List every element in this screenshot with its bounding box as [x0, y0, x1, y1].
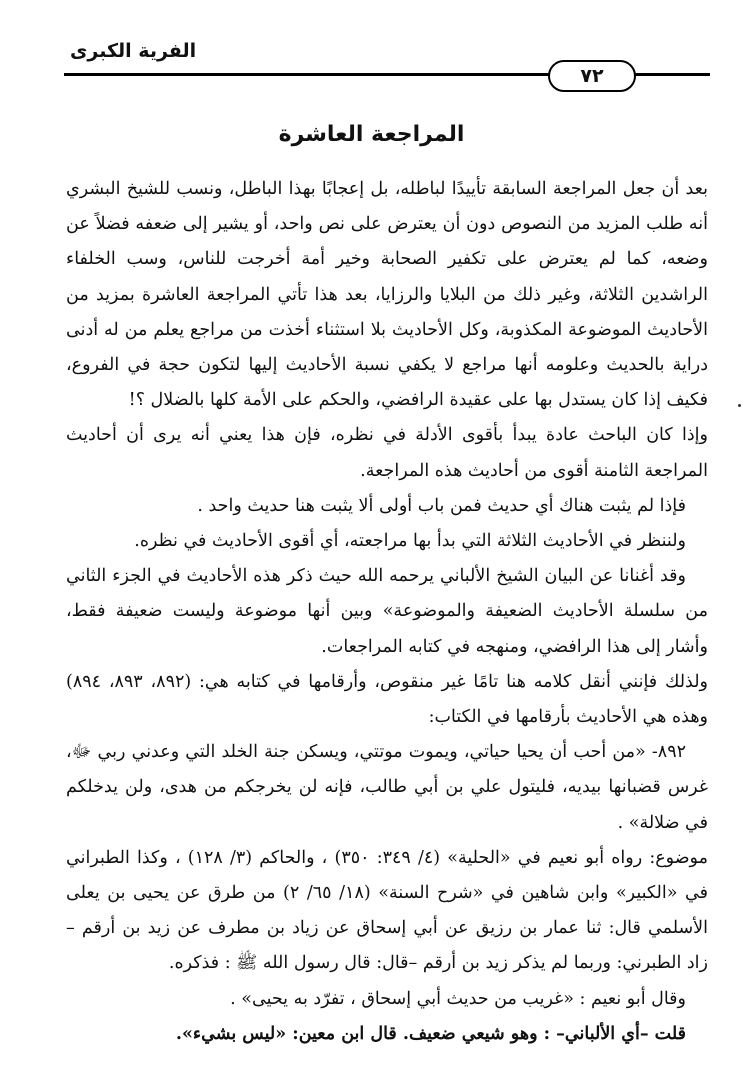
body-text: [66, 172, 708, 1052]
chapter-title: المراجعة العاشرة: [278, 122, 465, 147]
paragraph-three-hadiths: ولننظر في الأحاديث الثلاثة التي بدأ بها مراجعته، أي أقوى الأحاديث في نظره.: [134, 531, 686, 552]
paragraph-researcher: وإذا كان الباحث عادة يبدأ بأقوى الأدلة في نظره، فإن هذا يعني أنه يرى أن أحاديث المراجعة الثامنة أقوى من أحاديث هذه المراجعة.: [66, 425, 708, 481]
page-number-badge: ٧٢: [548, 60, 636, 92]
hadith-892: ٨٩٢- «من أحب أن يحيا حياتي، ويموت موتتي، ويسكن جنة الخلد التي وعدني ربي ﷻ، غرس قضبانها بيديه، فليتول علي بن أبي طالب، فإنه لن يخرجكم من هدى، ولن يدخلكم في ضلالة» .: [66, 742, 708, 833]
margin-mark: [738, 404, 741, 407]
paragraph-abu-nuaym: وقال أبو نعيم : «غريب من حديث أبي إسحاق ، تفرّد به يحيى» .: [230, 988, 686, 1009]
paragraph-intro: بعد أن جعل المراجعة السابقة تأييدًا لباطله، بل إعجابًا بهذا الباطل، ونسب للشيخ البشري أنه طلب المزيد من النصوص دون أن يعترض على نص واحد، أو يشير إلى ضعفه فضلاً عن وضعه، كما لم يعترض على تكفير الصحابة وخير أمة أخرجت للناس، وسب الخلفاء الراشدين الثلاثة، وغير ذلك من البلايا والرزايا، بعد هذا تأتي المراجعة العاشرة بمزيد من الأحاديث الموضوعة المكذوبة، وكل الأحاديث بلا استثناء أخذت من مراجع يعلم من له أدنى دراية بالحديث وعلومه أنها مراجع لا يكفي نسبة الأحاديث إليها لتكون حجة في الفروع، فكيف إذا كان يستدل بها على عقيدة الرافضي، والحكم على الأمة كلها بالضلال ؟!: [66, 179, 708, 411]
paragraph-albani: وقد أغنانا عن البيان الشيخ الألباني يرحمه الله حيث ذكر هذه الأحاديث في الجزء الثاني من سلسلة الأحاديث الضعيفة والموضوعة» وبين أنها موضوعة وليست ضعيفة فقط، وأشار إلى هذا الرافضي، ومنهجه في كتابه المراجعات.: [66, 566, 708, 657]
paragraph-albani-comment: قلت –أي الألباني– : وهو شيعي ضعيف. قال ابن معين: «ليس بشيء».: [175, 1023, 686, 1044]
paragraph-quote-intro: ولذلك فإنني أنقل كلامه هنا تامًا غير منقوص، وأرقامها في كتابه هي: (٨٩٢، ٨٩٣، ٨٩٤) وهذه هي الأحاديث بأرقامها في الكتاب:: [66, 671, 709, 728]
running-header-title: الفرية الكبرى: [70, 40, 197, 62]
paragraph-fabricated-verdict: موضوع: رواه أبو نعيم في «الحلية» (٤/ ٣٤٩: ٣٥٠) ، والحاكم (٣/ ١٢٨) ، وكذا الطبراني في «الكبير» وابن شاهين في «شرح السنة» (١٨/ ٦٥/ ٢) من طرق عن يحيى بن يعلى الأسلمي قال: ثنا عمار بن رزيق عن أبي إسحاق عن زياد بن مطرف عن زيد بن أرقم – زاد الطبرني: وربما لم يذكر زيد بن أرقم –قال: قال رسول الله ﷺ : فذكره.: [66, 847, 708, 974]
paragraph-no-hadith: فإذا لم يثبت هناك أي حديث فمن باب أولى ألا يثبت هنا حديث واحد .: [197, 495, 686, 516]
